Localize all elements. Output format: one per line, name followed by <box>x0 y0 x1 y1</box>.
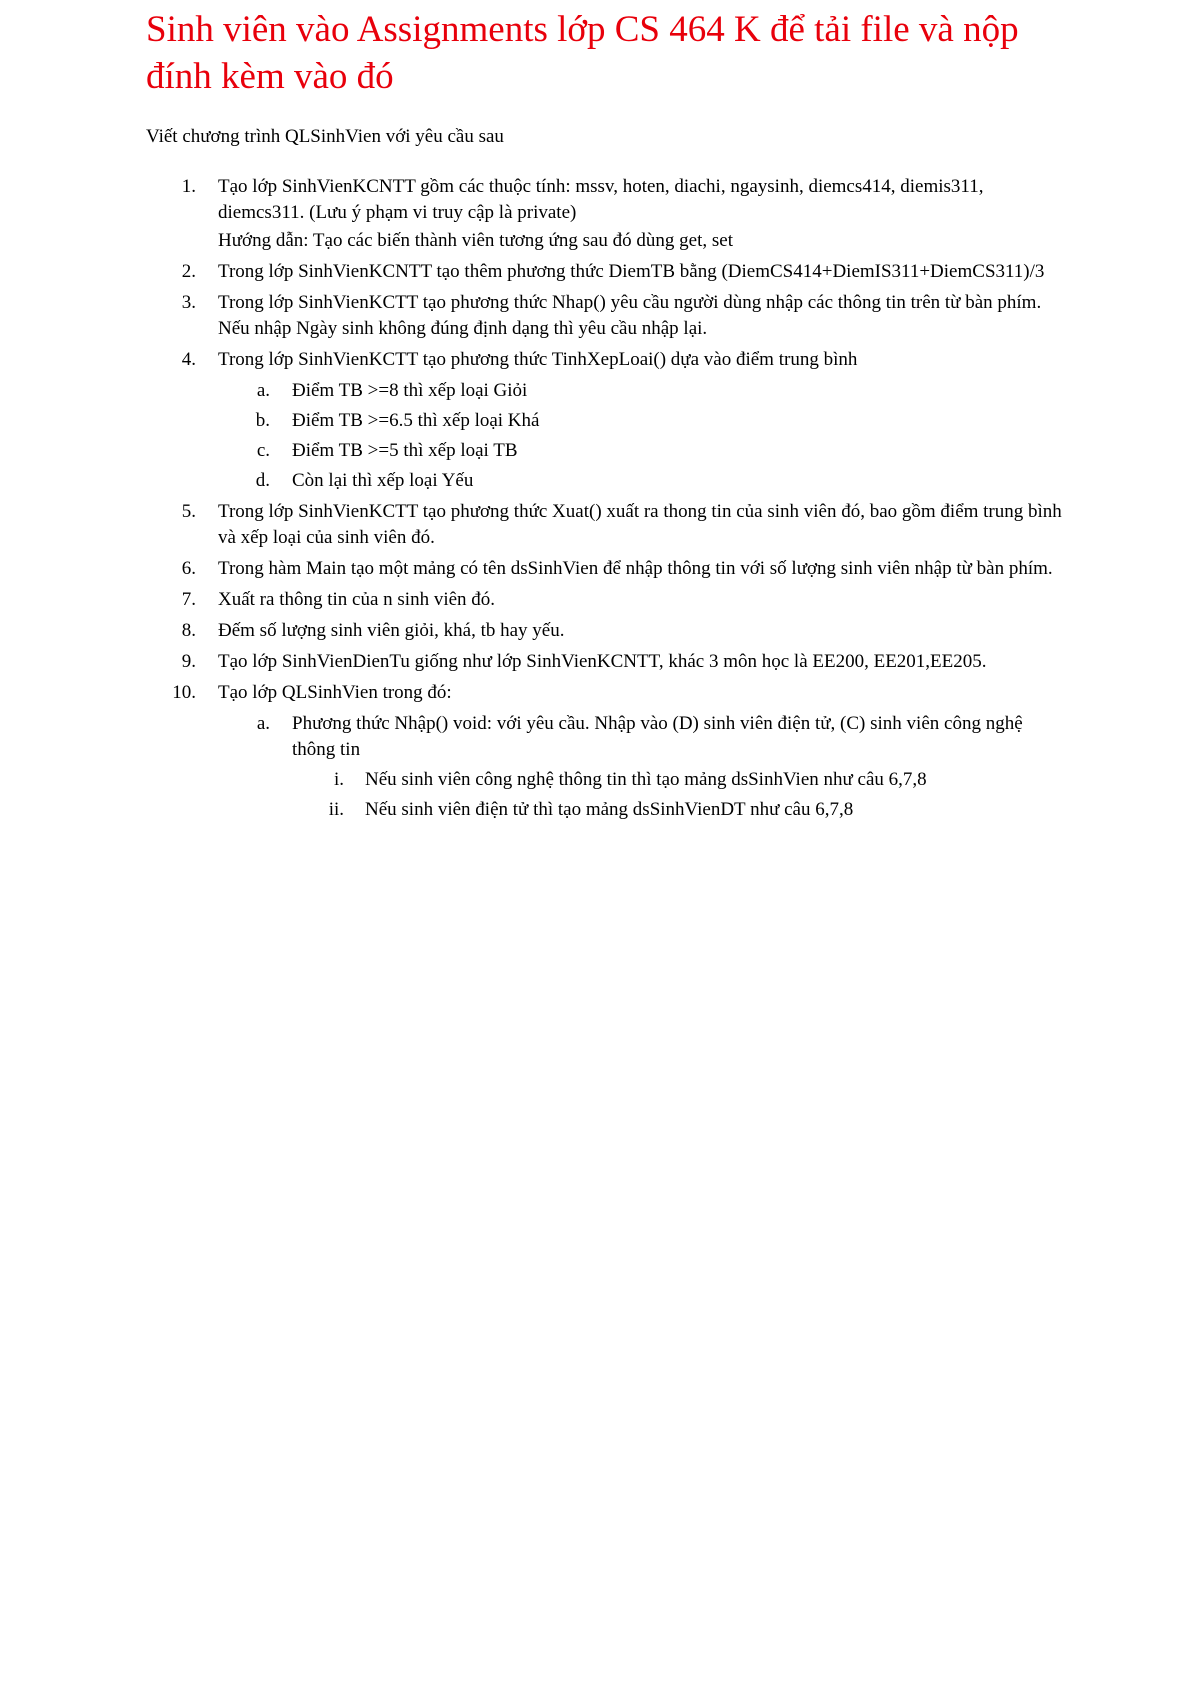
list-item-number: 6. <box>181 558 196 579</box>
sub-list-item <box>146 468 1066 494</box>
sub-item-letter: a. <box>256 713 270 734</box>
sub-list-item <box>146 711 1066 763</box>
intro-text: Viết chương trình QLSinhVien với yêu cầu sau <box>146 126 504 147</box>
list-item <box>146 649 1066 675</box>
list-item <box>146 499 1066 551</box>
sub-list-item <box>146 378 1066 404</box>
sub-item-text: Còn lại thì xếp loại Yếu <box>292 470 474 491</box>
sub-list-item <box>146 438 1066 464</box>
list-item-text: Tạo lớp QLSinhVien trong đó: <box>218 682 452 703</box>
list-item-text: Đếm số lượng sinh viên giỏi, khá, tb hay yếu. <box>218 620 565 641</box>
list-item-text: Trong lớp SinhVienKCTT tạo phương thức Nhap() yêu cầu người dùng nhập các thông tin trên từ bàn phím. Nếu nhập Ngày sinh không đúng định dạng thì yêu cầu nhập lại. <box>218 292 1042 339</box>
sub-item-text: Phương thức Nhập() void: với yêu cầu. Nhập vào (D) sinh viên điện tử, (C) sinh viên công nghệ thông tin <box>292 713 1023 760</box>
list-item-note: Hướng dẫn: Tạo các biến thành viên tương ứng sau đó dùng get, set <box>218 230 733 251</box>
list-item-number: 9. <box>181 651 196 672</box>
list-item-number: 1. <box>181 176 196 197</box>
sub-sub-list-item <box>146 797 1066 823</box>
list-item <box>146 259 1066 285</box>
list-item-number: 4. <box>181 349 196 370</box>
page-title: Sinh viên vào Assignments lớp CS 464 K để tải file và nộp đính kèm vào đó <box>146 9 1019 97</box>
sub-list-item <box>146 408 1066 434</box>
list-item-text: Tạo lớp SinhVienKCNTT gồm các thuộc tính: mssv, hoten, diachi, ngaysinh, diemcs414, diemis311, diemcs311. (Lưu ý phạm vi truy cập là private) <box>218 176 984 223</box>
list-item-number: 3. <box>181 292 196 313</box>
sub-sub-list-item <box>146 767 1066 793</box>
list-item <box>146 680 1066 706</box>
list-item <box>146 587 1066 613</box>
sub-sub-item-roman: i. <box>333 769 344 790</box>
list-item-number: 8. <box>181 620 196 641</box>
sub-sub-item-text: Nếu sinh viên điện tử thì tạo mảng dsSinhVienDT như câu 6,7,8 <box>365 799 854 820</box>
sub-item-text: Điểm TB >=6.5 thì xếp loại Khá <box>292 410 540 431</box>
sub-item-letter: a. <box>256 380 270 401</box>
list-item <box>146 556 1066 582</box>
sub-item-letter: c. <box>256 440 270 461</box>
list-item <box>146 347 1066 373</box>
list-item <box>146 174 1066 254</box>
list-item-number: 7. <box>181 589 196 610</box>
list-item-number: 2. <box>181 261 196 282</box>
sub-item-text: Điểm TB >=5 thì xếp loại TB <box>292 440 518 461</box>
sub-sub-item-text: Nếu sinh viên công nghệ thông tin thì tạo mảng dsSinhVien như câu 6,7,8 <box>365 769 927 790</box>
list-item-text: Tạo lớp SinhVienDienTu giống như lớp SinhVienKCNTT, khác 3 môn học là EE200, EE201,EE205. <box>218 651 987 672</box>
list-item-number: 5. <box>181 501 196 522</box>
list-item <box>146 618 1066 644</box>
list-item-text: Trong lớp SinhVienKCTT tạo phương thức TinhXepLoai() dựa vào điểm trung bình <box>218 349 858 370</box>
requirements-list <box>146 174 1066 823</box>
list-item-text: Trong lớp SinhVienKCTT tạo phương thức Xuat() xuất ra thong tin của sinh viên đó, bao gồm điểm trung bình và xếp loại của sinh viên đó. <box>218 501 1062 548</box>
sub-sub-item-roman: ii. <box>328 799 344 820</box>
list-item-text: Trong hàm Main tạo một mảng có tên dsSinhVien để nhập thông tin với số lượng sinh viên nhập từ bàn phím. <box>218 558 1053 579</box>
sub-item-text: Điểm TB >=8 thì xếp loại Giỏi <box>292 380 528 401</box>
list-item-number: 10. <box>172 682 196 703</box>
sub-item-letter: d. <box>255 470 270 491</box>
list-item-text: Xuất ra thông tin của n sinh viên đó. <box>218 589 496 610</box>
sub-item-letter: b. <box>255 410 270 431</box>
list-item-text: Trong lớp SinhVienKCNTT tạo thêm phương thức DiemTB bằng (DiemCS414+DiemIS311+DiemCS311)/3 <box>218 261 1045 282</box>
list-item <box>146 290 1066 342</box>
